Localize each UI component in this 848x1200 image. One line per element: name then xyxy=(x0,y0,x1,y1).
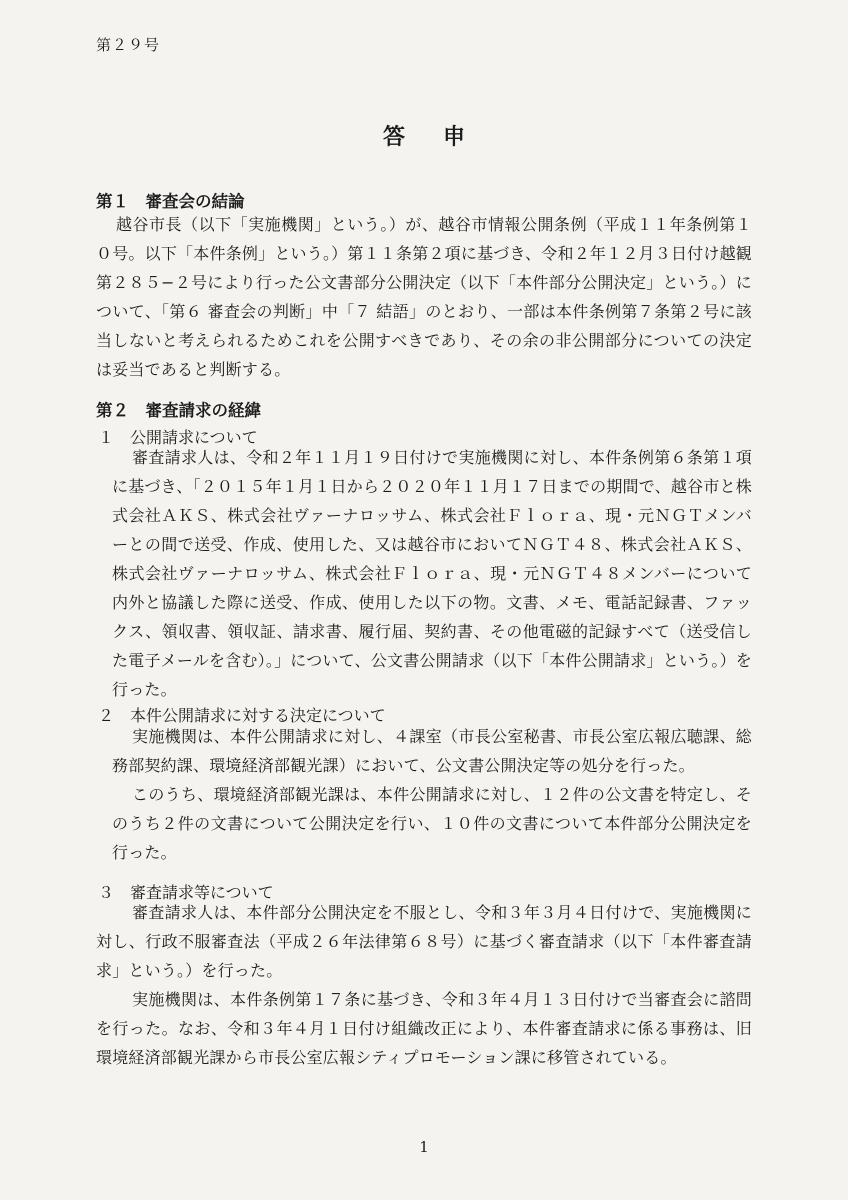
section-heading-conclusion: 第１ 審査会の結論 xyxy=(96,192,245,211)
document-title: 答申 xyxy=(382,124,503,150)
decision-paragraph-1: 実施機関は、本件公開請求に対し、４課室（市長公室秘書、市長公室広報広聴課、総務部契約課、環境経済部観光課）において、公文書公開決定等の処分を行った。 xyxy=(112,727,752,775)
request-paragraph: 審査請求人は、令和２年１１月１９日付けで実施機関に対し、本件条例第６条第１項に基づき、「２０１５年１月１日から２０２０年１１月１７日までの期間で、越谷市と株式会社ＡＫＳ、株式会社ヴァーナロッサム、株式会社Ｆｌｏｒａ、現・元ＮＧＴメンバーとの間で送受、作成、使用した、又は越谷市においてＮＧＴ４８、株式会社ＡＫＳ、株式会社ヴァーナロッサム、株式会社Ｆｌｏｒａ、現・元ＮＧＴ４８メンバーについて内外と協議した際に送受、作成、使用した以下の物。文書、メモ、電話記録書、ファックス、領収書、領収証、請求書、履行届、契約書、その他電磁的記録すべて（送受信した電子メールを含む）。」について、公文書公開請求（以下「本件公開請求」という。）を行った。 xyxy=(112,448,752,699)
appeal-paragraph-2: 実施機関は、本件条例第１７条に基づき、令和３年４月１３日付けで当審査会に諮問を行った。なお、令和３年４月１日付け組織改正により、本件審査請求に係る事務は、旧環境経済部観光課から市長公室広報シティプロモーション課に移管されている。 xyxy=(96,990,752,1067)
subsection-heading-appeal: ３ 審査請求等について xyxy=(98,883,274,902)
subsection-heading-request: １ 公開請求について xyxy=(98,428,258,447)
document-number: 第２９号 xyxy=(96,36,161,54)
page-number: 1 xyxy=(419,1138,429,1156)
subsection-heading-decision: ２ 本件公開請求に対する決定について xyxy=(98,706,386,725)
appeal-paragraph-1: 審査請求人は、本件部分公開決定を不服とし、令和３年３月４日付けで、実施機関に対し、行政不服審査法（平成２６年法律第６８号）に基づく審査請求（以下「本件審査請求」という。）を行った。 xyxy=(96,903,752,980)
conclusion-paragraph: 越谷市長（以下「実施機関」という。）が、越谷市情報公開条例（平成１１年条例第１０号。以下「本件条例」という。）第１１条第２項に基づき、令和２年１２月３日付け越観第２８５−２号により行った公文書部分公開決定（以下「本件部分公開決定」という。）について、「第６ 審査会の判断」中「７ 結語」のとおり、一部は本件条例第７条第２号に該当しないと考えられるためこれを公開すべきであり、その余の非公開部分についての決定は妥当であると判断する。 xyxy=(96,215,752,379)
section-heading-history: 第２ 審査請求の経緯 xyxy=(96,401,261,420)
decision-paragraph-2: このうち、環境経済部観光課は、本件公開請求に対し、１２件の公文書を特定し、そのうち２件の文書について公開決定を行い、１０件の文書について本件部分公開決定を行った。 xyxy=(112,785,752,862)
